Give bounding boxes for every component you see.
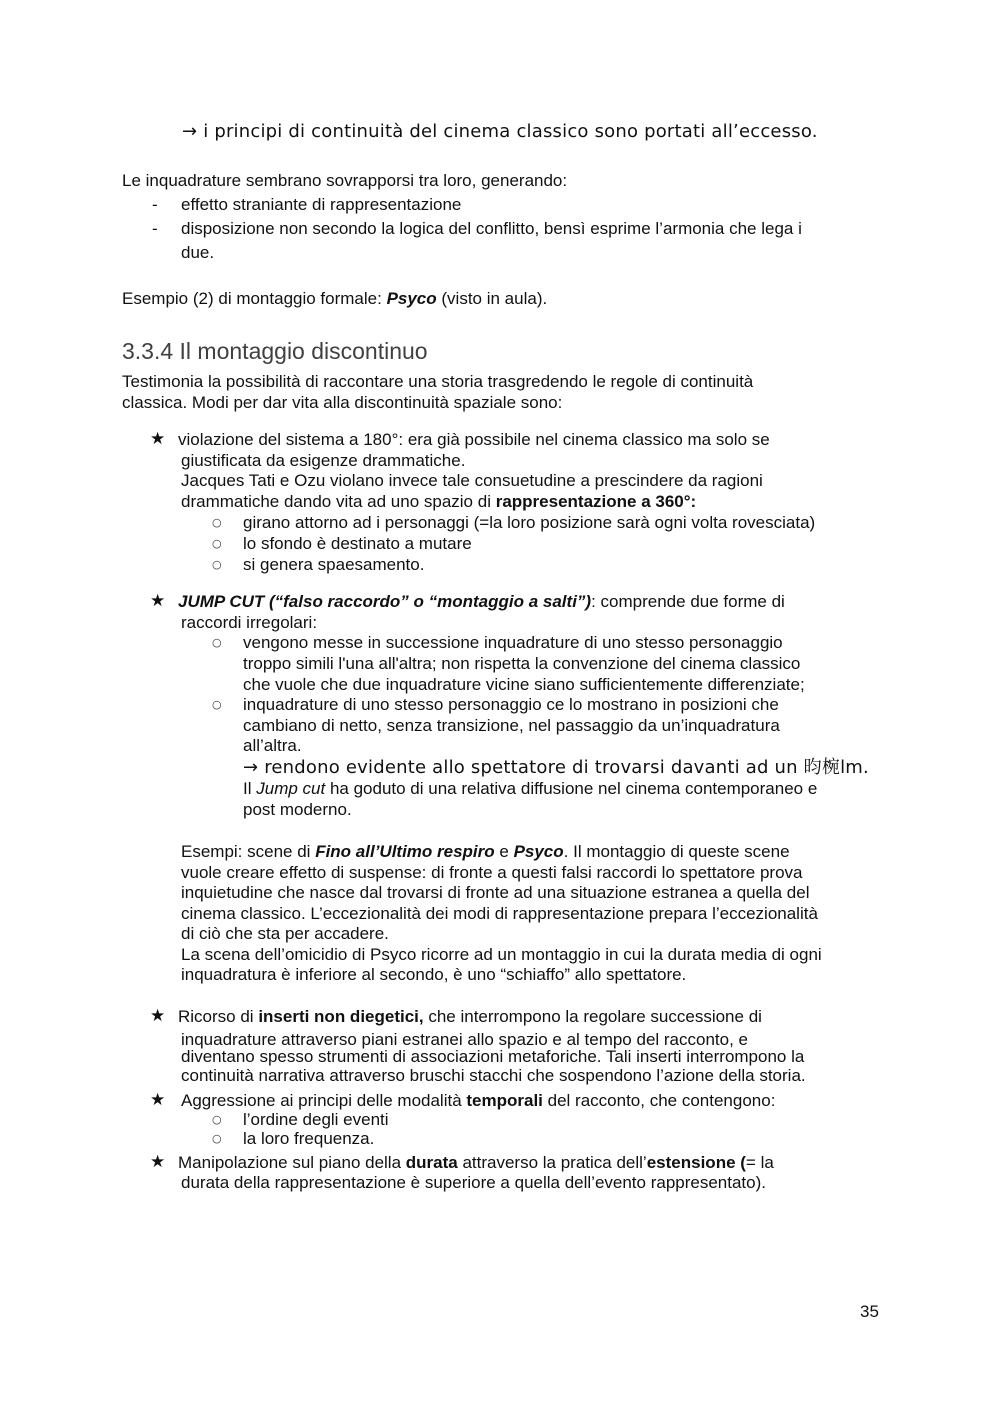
- bullet-2-title: [178, 591, 785, 612]
- circle-bullet-icon: ○: [212, 558, 222, 571]
- extension-term: estensione (: [646, 1153, 746, 1172]
- examples-pre: Esempi: scene di: [181, 842, 316, 861]
- bullet-3-line-4: continuità narrativa attraverso bruschi stacchi che sospendono l’azione della storia.: [181, 1066, 806, 1085]
- bullet-2-sub-1-line-1: vengono messe in successione inquadrature di uno stesso personaggio: [243, 633, 783, 652]
- star-bullet-icon: ★: [150, 429, 166, 449]
- jump-cut-term: Jump cut: [256, 779, 326, 798]
- jump-cut-pre: Il: [243, 779, 257, 798]
- section-heading: 3.3.4 Il montaggio discontinuo: [122, 338, 428, 364]
- bullet-2-sub-2-line-2: cambiano di netto, senza transizione, nel passaggio da un’inquadratura: [243, 716, 780, 735]
- bullet-1-line-3: Jacques Tati e Ozu violano invece tale consuetudine a prescindere da ragioni: [181, 471, 763, 490]
- jump-cut-title: JUMP CUT (“falso raccordo” o “montaggio a salti”): [178, 592, 592, 611]
- bullet-5-line-2: durata della rappresentazione è superiore a quella dell’evento rappresentato).: [181, 1173, 766, 1192]
- section-intro-line-1: Testimonia la possibilità di raccontare una storia trasgredendo le regole di continuità: [122, 372, 754, 391]
- circle-bullet-icon: ○: [212, 1132, 222, 1145]
- bullet-2-title-post: : comprende due forme di: [591, 592, 785, 611]
- bullet-2-sub-2-line-3: all’altra.: [243, 736, 302, 755]
- example-2-post: (visto in aula).: [436, 289, 548, 308]
- bullet-2-sub-1-line-2: troppo simili l'una all'altra; non rispetta la convenzione del cinema classico: [243, 654, 801, 673]
- bullet-2-sub-1-line-3: che vuole che due inquadrature vicine siano sufficientemente differenziate;: [243, 675, 805, 694]
- bullet-1-line-2: giustificata da esigenze drammatiche.: [181, 451, 466, 470]
- page-number: 35: [860, 1302, 879, 1321]
- bullet-5-pre: Manipolazione sul piano della: [178, 1153, 406, 1172]
- examples-line-7: inquadratura è inferiore al secondo, è uno “schiaffo” allo spettatore.: [181, 965, 687, 984]
- intro-lead: Le inquadrature sembrano sovrapporsi tra loro, generando:: [122, 171, 568, 190]
- bullet-1-line-1: violazione del sistema a 180°: era già possibile nel cinema classico ma solo se: [178, 430, 770, 449]
- star-bullet-icon: ★: [150, 1006, 166, 1026]
- bullet-4-sub-2: la loro frequenza.: [243, 1129, 375, 1148]
- dash-marker: -: [152, 195, 158, 214]
- examples-line-4: cinema classico. L’eccezionalità dei modi di rappresentazione prepara l’eccezionalità: [181, 904, 818, 923]
- section-intro-line-2: classica. Modi per dar vita alla discontinuità spaziale sono:: [122, 393, 563, 412]
- bullet-1-sub-1: girano attorno ad i personaggi (=la loro posizione sarà ogni volta rovesciata): [243, 513, 816, 532]
- example-2-film: Psyco: [386, 289, 437, 308]
- bullet-3-pre: Ricorso di: [178, 1007, 259, 1026]
- jump-cut-diffusion: [243, 778, 817, 799]
- bullet-3-line-2: inquadrature attraverso piani estranei allo spazio e al tempo del racconto, e: [181, 1030, 749, 1049]
- bullet-2-sub-2-line-1: inquadrature di uno stesso personaggio ce lo mostrano in posizioni che: [243, 695, 779, 714]
- circle-bullet-icon: ○: [212, 516, 222, 529]
- star-bullet-icon: ★: [150, 1090, 166, 1110]
- bullet-4-pre: Aggressione ai principi delle modalità: [181, 1091, 467, 1110]
- non-diegetic-inserts: inserti non diegetici,: [258, 1007, 424, 1026]
- bullet-1-line-4-pre: drammatiche dando vita ad uno spazio di: [181, 492, 496, 511]
- circle-bullet-icon: ○: [212, 537, 222, 550]
- bullet-3-line-1: [178, 1006, 762, 1027]
- bullet-5-post: = la: [745, 1153, 774, 1172]
- examples-post: . Il montaggio di queste scene: [563, 842, 790, 861]
- examples-line-2: vuole creare effetto di suspense: di fronte a questi falsi raccordi lo spettatore prova: [181, 863, 803, 882]
- circle-bullet-icon: ○: [212, 636, 222, 649]
- bullet-1-sub-3: si genera spaesamento.: [243, 555, 425, 574]
- film-psyco: Psyco: [513, 842, 564, 861]
- intro-item-2-cont: due.: [181, 243, 215, 262]
- intro-item-1: effetto straniante di rappresentazione: [181, 195, 462, 214]
- star-bullet-icon: ★: [150, 1152, 166, 1172]
- bullet-3-post: che interrompono la regolare successione di: [423, 1007, 762, 1026]
- examples-line-3: inquietudine che nasce dal trovarsi di fronte ad una situazione estranea a quella del: [181, 883, 810, 902]
- bullet-1-line-4: [181, 491, 696, 512]
- star-bullet-icon: ★: [150, 591, 166, 611]
- continuity-excess-note: → i principi di continuità del cinema classico sono portati all’eccesso.: [182, 121, 818, 142]
- examples-line-5: di ciò che sta per accadere.: [181, 924, 389, 943]
- example-2-pre: Esempio (2) di montaggio formale:: [122, 289, 387, 308]
- bullet-5-mid: attraverso la pratica dell’: [457, 1153, 647, 1172]
- circle-bullet-icon: ○: [212, 698, 222, 711]
- representation-360: rappresentazione a 360°:: [495, 492, 697, 511]
- examples-mid: e: [494, 842, 514, 861]
- example-2: [122, 288, 547, 309]
- intro-item-2: disposizione non secondo la logica del conflitto, bensì esprime l’armonia che lega i: [181, 219, 802, 238]
- bullet-5-line-1: [178, 1152, 774, 1173]
- jump-cut-diffusion-cont: post moderno.: [243, 800, 352, 819]
- dash-marker: -: [152, 219, 158, 238]
- examples-line-1: [181, 841, 790, 862]
- duration-term: durata: [405, 1153, 458, 1172]
- bullet-4-line-1: [181, 1090, 775, 1111]
- bullet-2-line-2: raccordi irregolari:: [181, 613, 318, 632]
- bullet-3-line-3: diventano spesso strumenti di associazioni metaforiche. Tali inserti interrompono la: [181, 1047, 805, 1066]
- temporal-modalities: temporali: [466, 1091, 543, 1110]
- bullet-4-post: del racconto, che contengono:: [542, 1091, 776, 1110]
- bullet-1-sub-2: lo sfondo è destinato a mutare: [243, 534, 472, 553]
- examples-line-6: La scena dell’omicidio di Psyco ricorre ad un montaggio in cui la durata media di ogni: [181, 945, 822, 964]
- film-awareness-note: → rendono evidente allo spettatore di trovarsi davanti ad un 昀椀lm.: [243, 757, 869, 778]
- circle-bullet-icon: ○: [212, 1113, 222, 1126]
- bullet-4-sub-1: l’ordine degli eventi: [243, 1110, 389, 1129]
- film-fino-all-ultimo-respiro: Fino all’Ultimo respiro: [315, 842, 495, 861]
- jump-cut-post: ha goduto di una relativa diffusione nel cinema contemporaneo e: [325, 779, 818, 798]
